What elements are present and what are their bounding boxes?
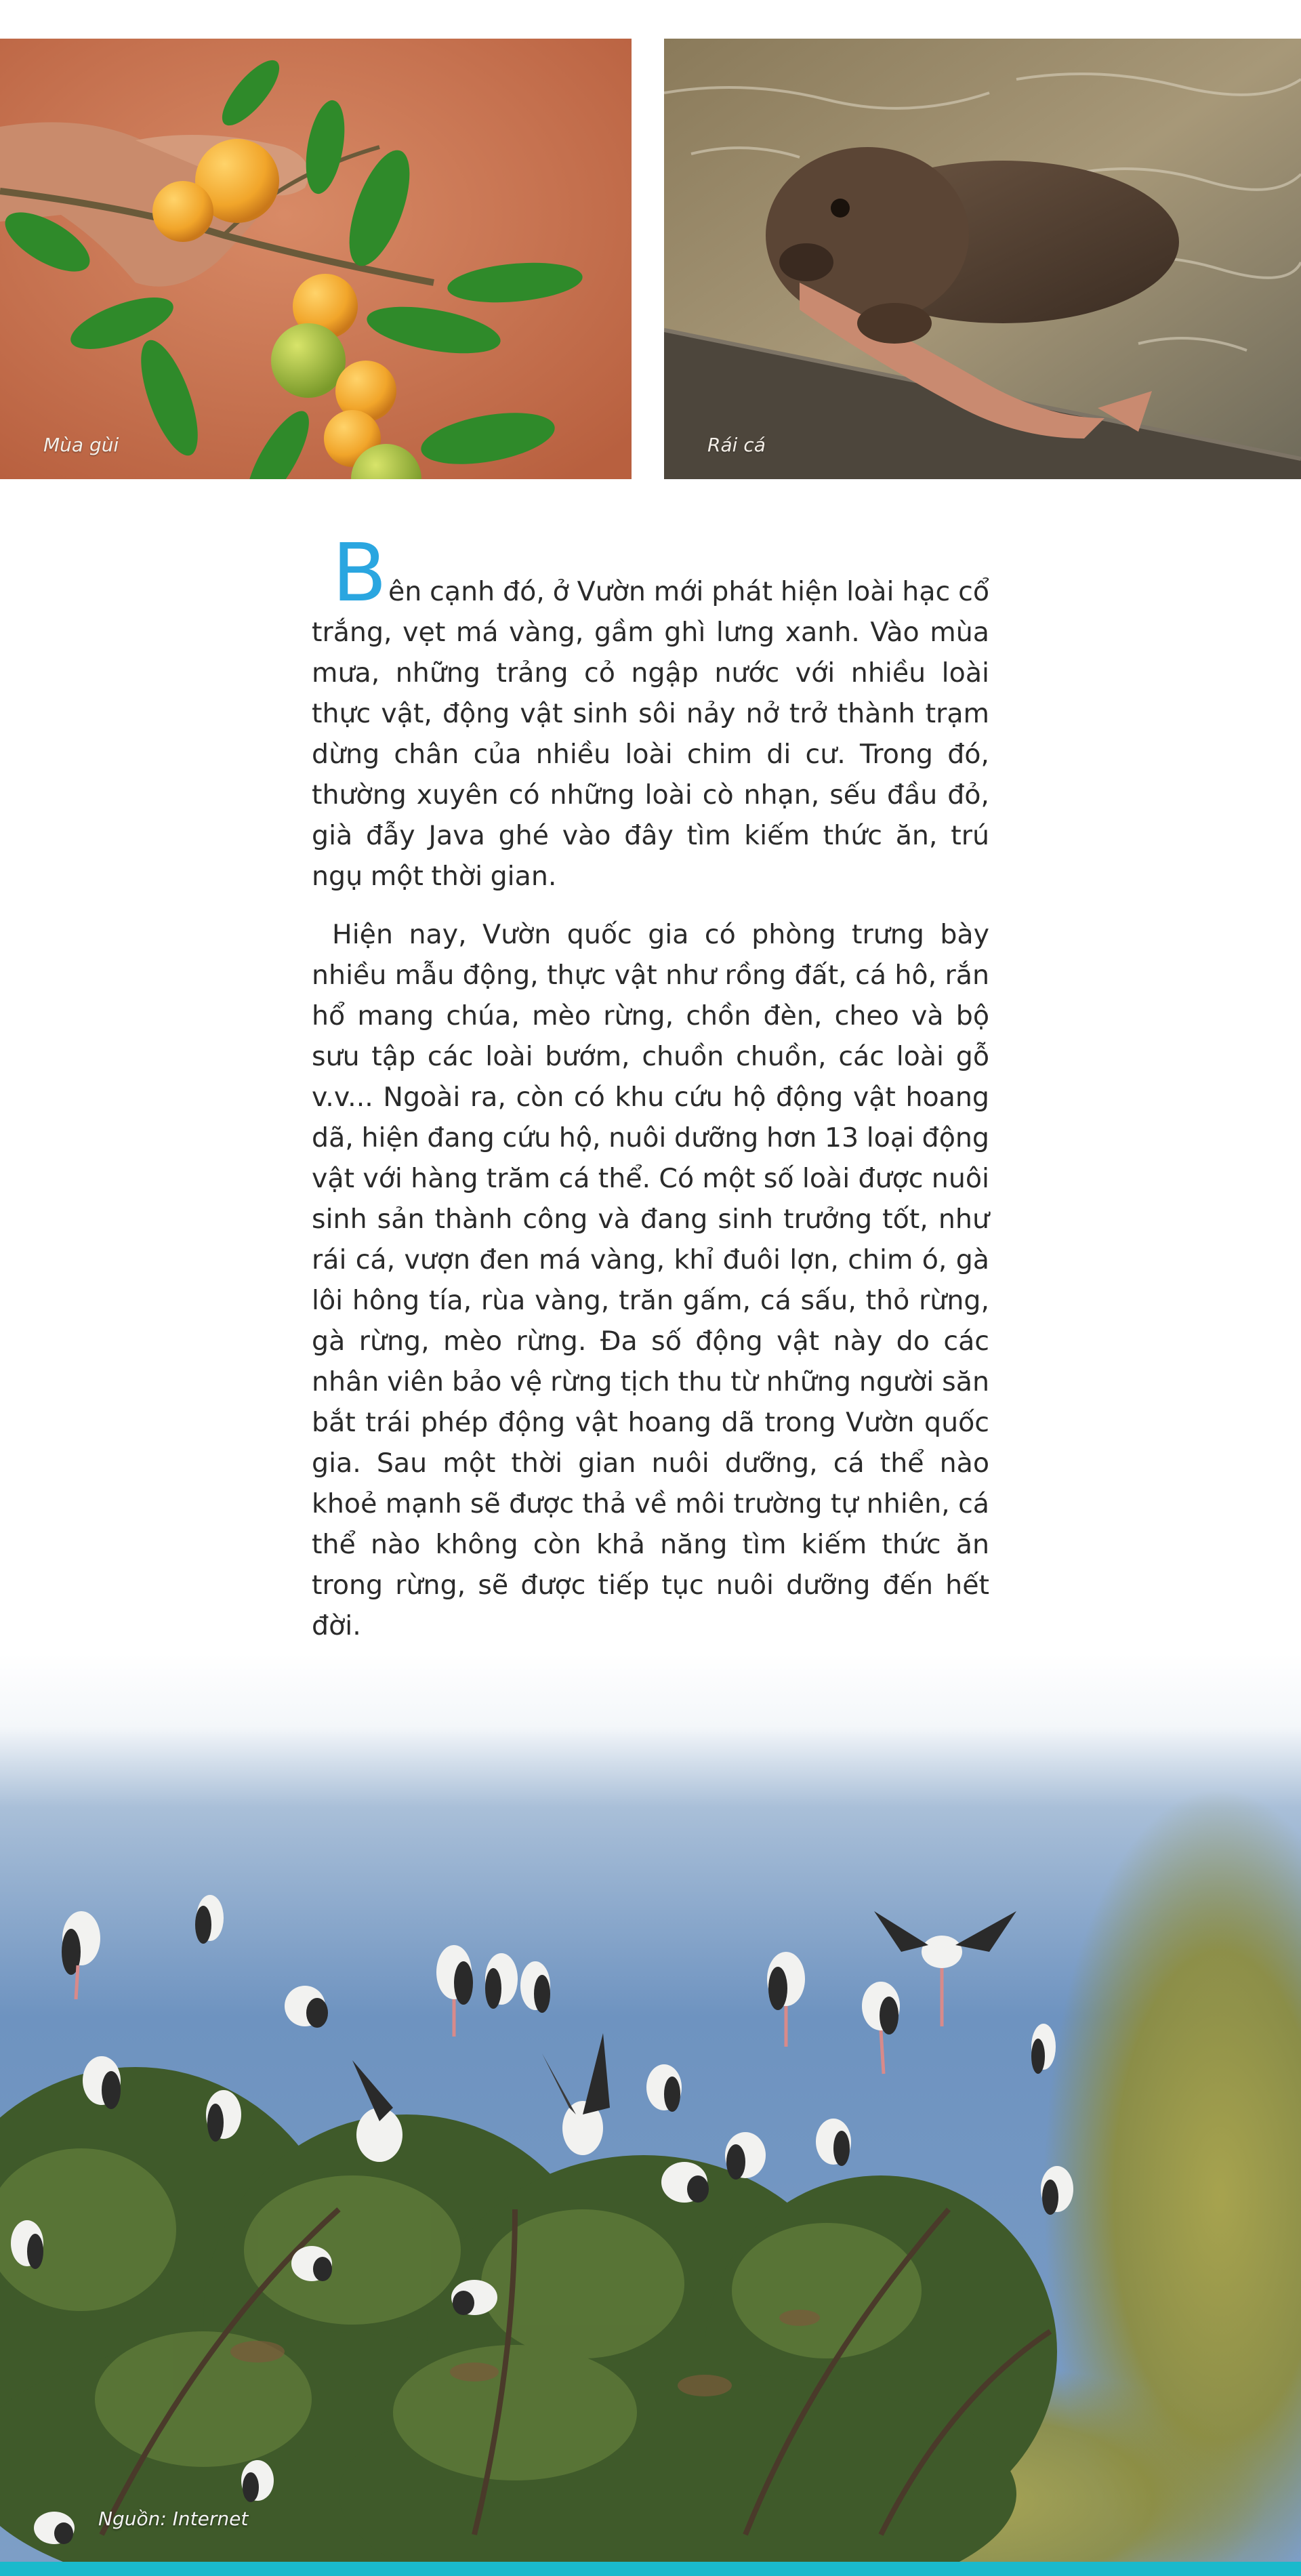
otter-photo-caption: Rái cá (707, 434, 766, 456)
article-body (312, 526, 989, 1664)
storks-photo (0, 1654, 1301, 2562)
drop-cap: B (332, 526, 387, 619)
article-paragraph-1-text: ên cạnh đó, ở Vườn mới phát hiện loài hạc cổ trắng, vẹt má vàng, gầm ghì lưng xanh. Vào mùa mưa, những trảng cỏ ngập nước với nhiều loài thực vật, động vật sinh sôi nảy nở trở thành trạm dừng chân của nhiều loài chim di cư. Trong đó, thường xuyên có những loài cò nhạn, sếu đầu đỏ, già đẫy Java ghé vào đây tìm kiếm thức ăn, trú ngụ một thời gian. (312, 576, 989, 892)
otter-photo (664, 39, 1301, 479)
article-paragraph-2: Hiện nay, Vườn quốc gia có phòng trưng bày nhiều mẫu động, thực vật như rồng đất, cá hô, rắn hổ mang chúa, mèo rừng, chồn đèn, cheo và bộ sưu tập các loài bướm, chuồn chuồn, các loài gỗ v.v... Ngoài ra, còn có khu cứu hộ động vật hoang dã, hiện đang cứu hộ, nuôi dưỡng hơn 13 loại động vật với hàng trăm cá thể. Có một số loài được nuôi sinh sản thành công và đang sinh trưởng tốt, như rái cá, vượn đen má vàng, khỉ đuôi lợn, chim ó, gà lôi hông tía, rùa vàng, trăn gấm, cá sấu, thỏ rừng, gà rừng, mèo rừng. Đa số động vật này do các nhân viên bảo vệ rừng tịch thu từ những người săn bắt trái phép động vật hoang dã trong Vườn quốc gia. Sau một thời gian nuôi dưỡng, cá thể nào khoẻ mạnh sẽ được thả về môi trường tự nhiên, cá thể nào không còn khả năng tìm kiếm thức ăn trong rừng, sẽ được tiếp tục nuôi dưỡng đến hết đời. (312, 919, 989, 1641)
fruit-photo-caption: Mùa gùi (43, 434, 119, 456)
bottom-accent-bar (0, 2562, 1301, 2576)
photo-source-credit: Nguồn: Internet (98, 2508, 249, 2530)
article-paragraph-1 (312, 526, 989, 897)
fruit-photo (0, 39, 632, 479)
fruit-branch-image (0, 39, 632, 479)
otter-image (664, 39, 1301, 479)
storks-in-trees-image (0, 1654, 1301, 2562)
